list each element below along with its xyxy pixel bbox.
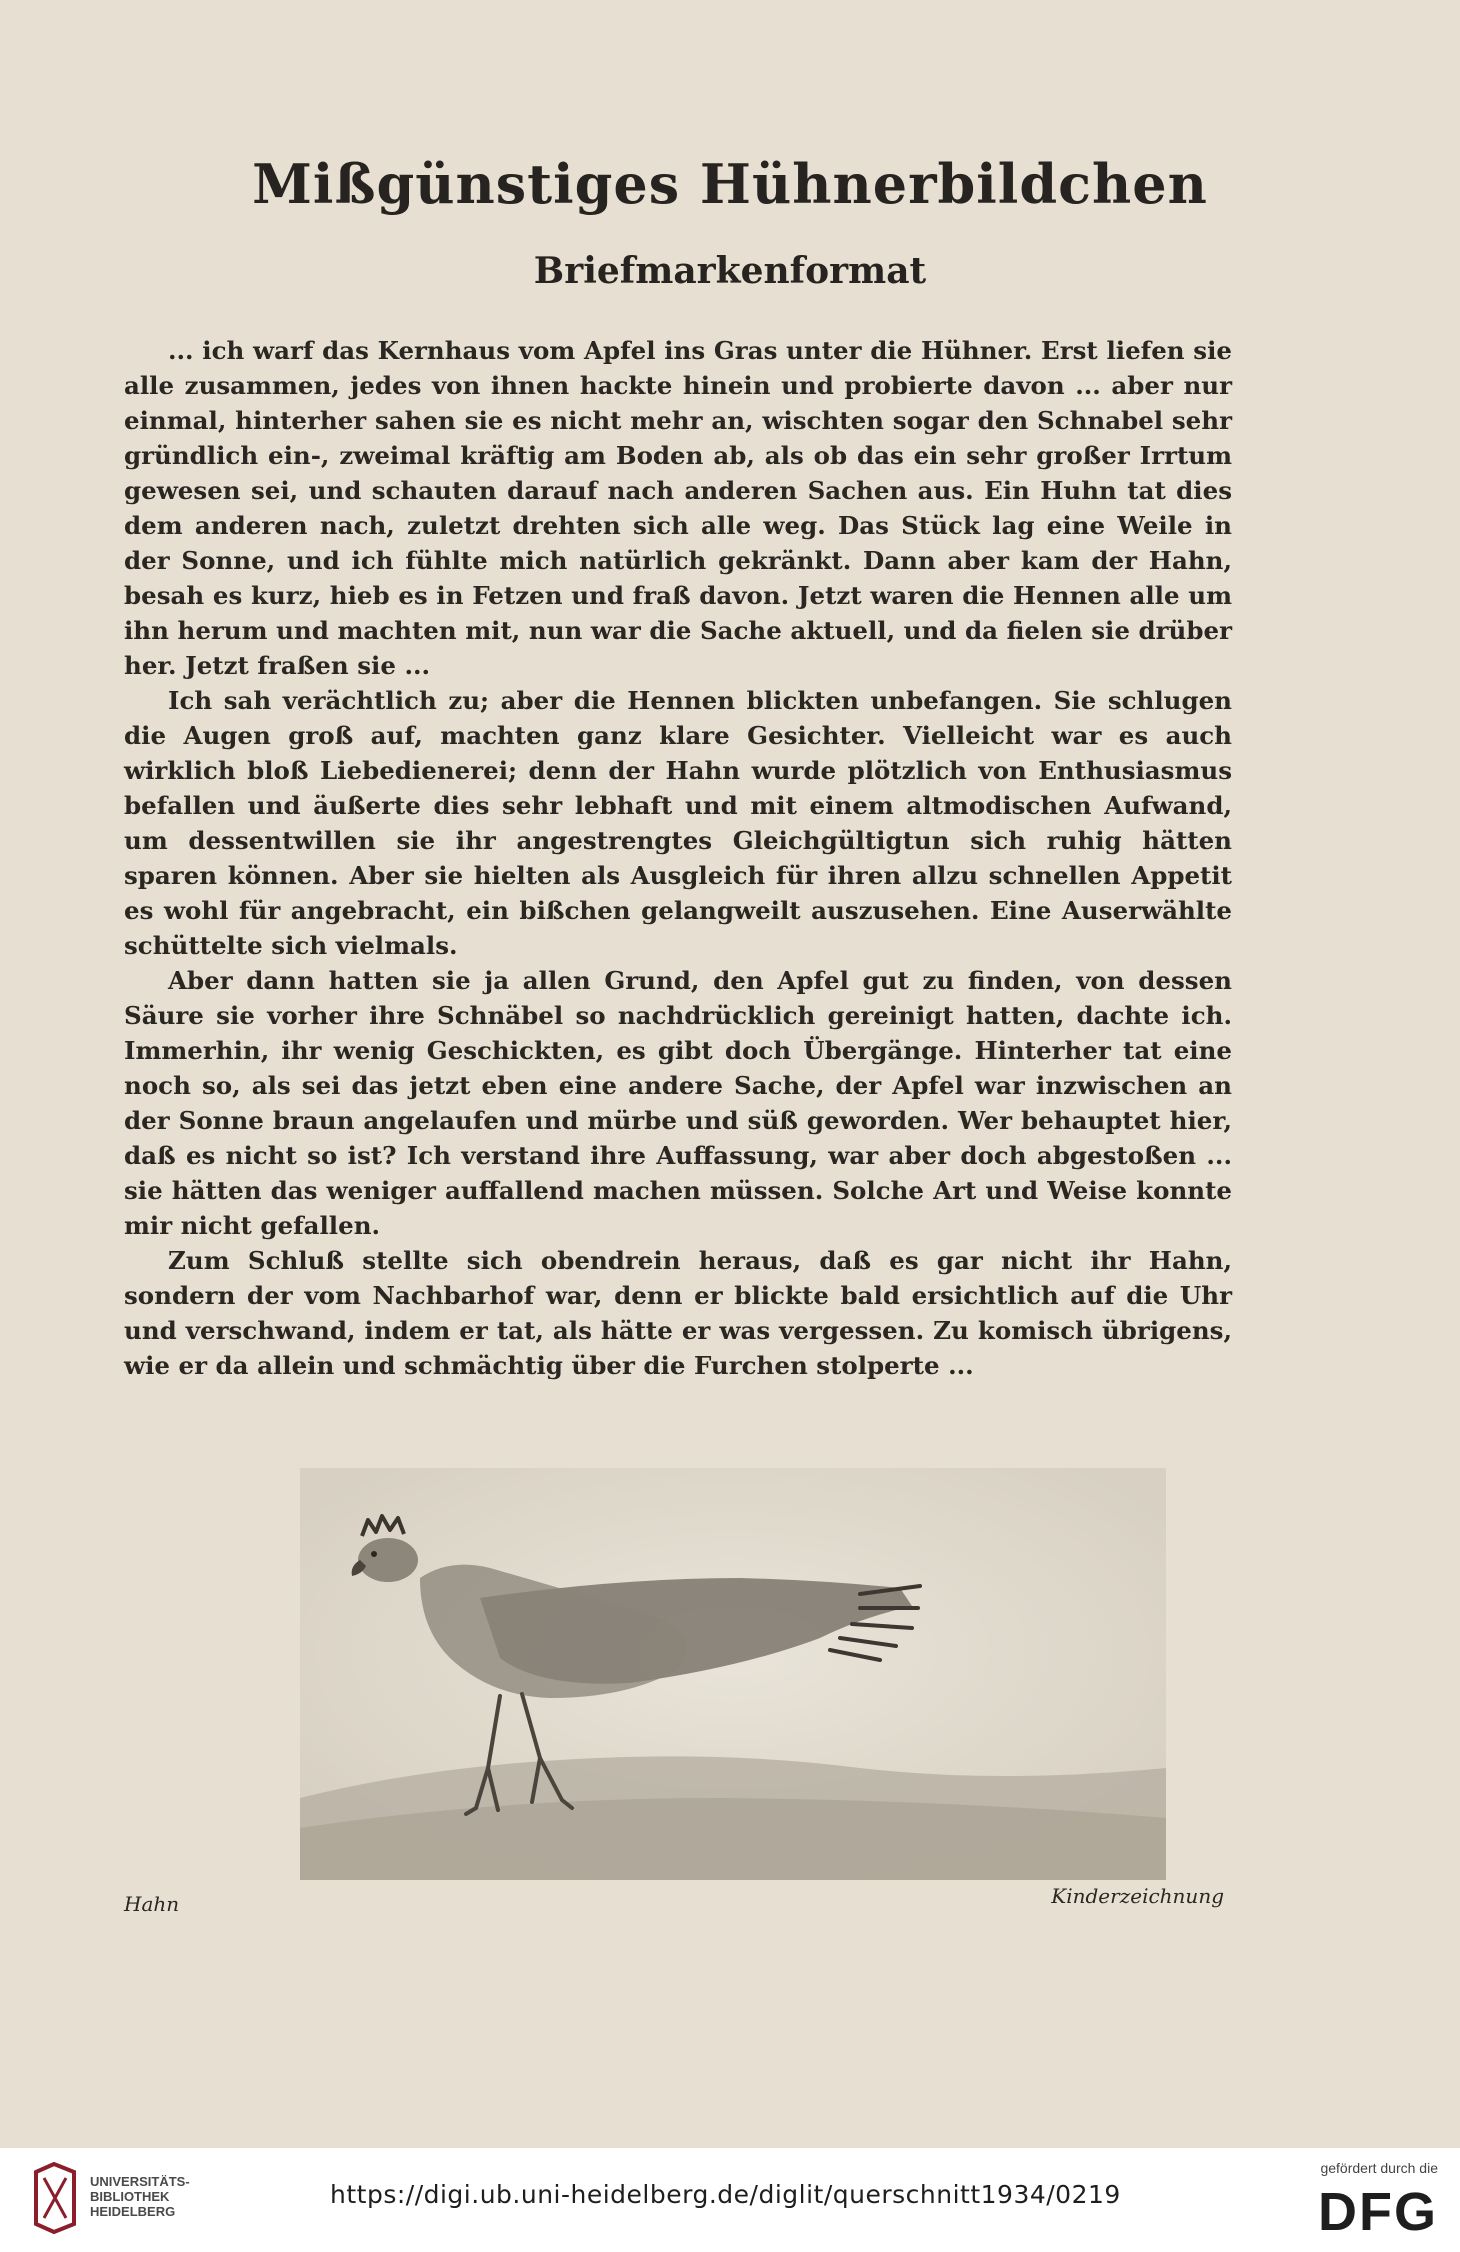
paragraph-4: Zum Schluß stellte sich obendrein heraus, daß es gar nicht ihr Hahn, sondern der vom Nachbarhof war, denn er blickte bald ersichtlich auf die Uhr und verschwand, indem er tat, als hätte er was vergessen. Zu komisch übrigens, wie er da allein und schmächtig über die Furchen stolperte ... (124, 1246, 1232, 1380)
university-library-name (90, 2174, 190, 2219)
university-library-logo-icon (30, 2162, 80, 2234)
library-line-2: BIBLIOTHEK (90, 2189, 170, 2204)
paragraph-3: Aber dann hatten sie ja allen Grund, den Apfel gut zu finden, von dessen Säure sie vorher ihre Schnäbel so nachdrücklich gereinigt hatten, dachte ich. Immerhin, ihr wenig Geschickten, es gibt doch Übergänge. Hinterher tat eine noch so, als sei das jetzt eben eine andere Sache, der Apfel war inzwischen an der Sonne braun angelaufen und mürbe und süß geworden. Wer behauptet hier, daß es nicht so ist? Ich verstand ihre Auffassung, war aber doch abgestoßen ... sie hätten das weniger auffallend machen müssen. Solche Art und Weise konnte mir nicht gefallen. (124, 966, 1232, 1240)
caption-left: Hahn (124, 1892, 180, 1916)
library-line-1: UNIVERSITÄTS- (90, 2174, 190, 2189)
permalink-url[interactable]: https://digi.ub.uni-heidelberg.de/diglit/querschnitt1934/0219 (330, 2180, 1121, 2209)
library-line-3: HEIDELBERG (90, 2204, 176, 2219)
rooster-illustration (300, 1468, 1166, 1880)
head-shape (358, 1538, 418, 1582)
article-subtitle: Briefmarkenformat (533, 250, 927, 292)
footer-bar (0, 2148, 1460, 2252)
dfg-logo: DFG (1318, 2182, 1438, 2242)
article-title: Mißgünstiges Hühnerbildchen (252, 152, 1208, 216)
rooster-drawing (300, 1468, 1166, 1880)
article-body (124, 333, 1232, 1383)
caption-right: Kinderzeichnung (1051, 1884, 1224, 1908)
paragraph-1: ... ich warf das Kernhaus vom Apfel ins Gras unter die Hühner. Erst liefen sie alle zusammen, jedes von ihnen hackte hinein und probierte davon ... aber nur einmal, hinterher sahen sie es nicht mehr an, wischten sogar den Schnabel sehr gründlich ein-, zweimal kräftig am Boden ab, als ob das ein sehr großer Irrtum gewesen sei, und schauten darauf nach anderen Sachen aus. Ein Huhn tat dies dem anderen nach, zuletzt drehten sich alle weg. Das Stück lag eine Weile in der Sonne, und ich fühlte mich natürlich gekränkt. Dann aber kam der Hahn, besah es kurz, hieb es in Fetzen und fraß davon. Jetzt waren die Hennen alle um ihn herum und machten mit, nun war die Sache aktuell, und da fielen sie drüber her. Jetzt fraßen sie ... (124, 336, 1232, 680)
funding-note: gefördert durch die (1320, 2160, 1438, 2176)
paragraph-2: Ich sah verächtlich zu; aber die Hennen blickten unbefangen. Sie schlugen die Augen groß auf, machten ganz klare Gesichter. Vielleicht war es auch wirklich bloß Liebedienerei; denn der Hahn wurde plötzlich von Enthusiasmus befallen und äußerte dies sehr lebhaft und mit einem altmodischen Aufwand, um dessentwillen sie ihr angestrengtes Gleichgültigtun sich ruhig hätten sparen können. Aber sie hielten als Ausgleich für ihren allzu schnellen Appetit es wohl für angebracht, ein bißchen gelangweilt auszusehen. Eine Auserwählte schüttelte sich vielmals. (124, 686, 1232, 960)
